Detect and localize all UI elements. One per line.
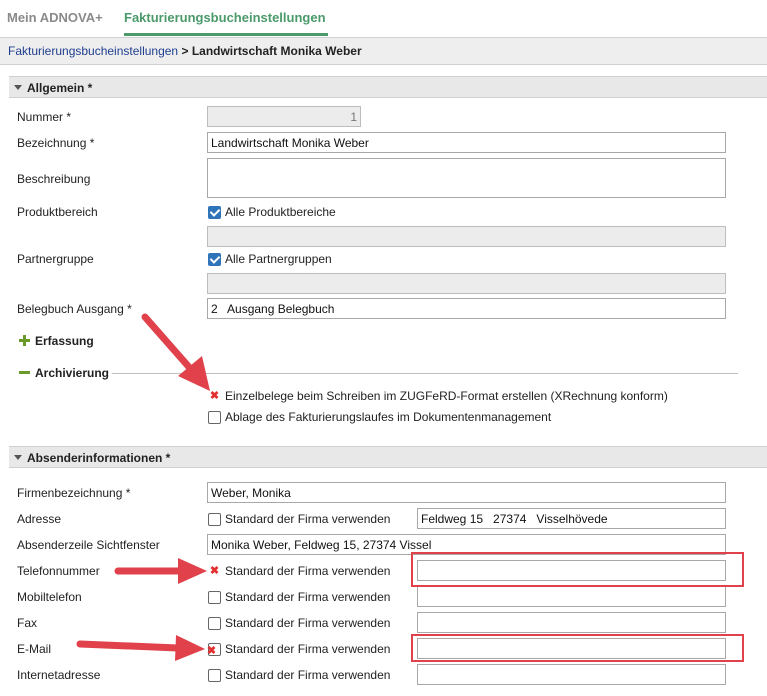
- zugferd-checkbox-error-icon[interactable]: ✖: [209, 390, 220, 402]
- adresse-label: Adresse: [17, 512, 62, 526]
- mobil-standard-label[interactable]: Standard der Firma verwenden: [225, 590, 391, 604]
- internet-label: Internetadresse: [17, 668, 101, 682]
- tab-fakturierungsbucheinstellungen[interactable]: Fakturierungsbucheinstellungen: [124, 10, 326, 25]
- bezeichnung-label: Bezeichnung *: [17, 136, 95, 150]
- internet-standard-label[interactable]: Standard der Firma verwenden: [225, 668, 391, 682]
- beschreibung-label: Beschreibung: [17, 172, 91, 186]
- nummer-label: Nummer *: [17, 110, 72, 124]
- mobil-label: Mobiltelefon: [17, 590, 82, 604]
- alle-partnergruppen-label[interactable]: Alle Partnergruppen: [225, 252, 332, 266]
- belegbuch-label: Belegbuch Ausgang *: [17, 302, 132, 316]
- adresse-standard-label[interactable]: Standard der Firma verwenden: [225, 512, 391, 526]
- dokumentenmanagement-label[interactable]: Ablage des Fakturierungslaufes im Dokumentenmanagement: [225, 410, 552, 424]
- firmenbezeichnung-label: Firmenbezeichnung *: [17, 486, 131, 500]
- telefon-standard-label[interactable]: Standard der Firma verwenden: [225, 564, 391, 578]
- telefon-label: Telefonnummer: [17, 564, 100, 578]
- section-title: Allgemein *: [27, 81, 93, 95]
- erfassung-toggle[interactable]: Erfassung: [35, 334, 94, 348]
- archivierung-toggle[interactable]: Archivierung: [35, 366, 110, 380]
- email-checkbox-error-icon: ✖: [206, 645, 217, 657]
- tab-mein-adnova[interactable]: Mein ADNOVA+: [7, 10, 103, 25]
- breadcrumb-separator: >: [181, 44, 189, 58]
- email-label: E-Mail: [17, 642, 52, 656]
- partnergruppe-label: Partnergruppe: [17, 252, 94, 266]
- breadcrumb-link[interactable]: Fakturierungsbucheinstellungen: [8, 44, 179, 58]
- fax-label: Fax: [17, 616, 38, 630]
- alle-produktbereiche-label[interactable]: Alle Produktbereiche: [225, 205, 336, 219]
- produktbereich-label: Produktbereich: [17, 205, 98, 219]
- email-standard-label[interactable]: Standard der Firma verwenden: [225, 642, 391, 656]
- breadcrumb-current: Landwirtschaft Monika Weber: [191, 44, 362, 58]
- telefon-checkbox-error-icon[interactable]: ✖: [209, 565, 220, 577]
- absenderzeile-label: Absenderzeile Sichtfenster: [17, 538, 160, 552]
- fax-standard-label[interactable]: Standard der Firma verwenden: [225, 616, 391, 630]
- section-title: Absenderinformationen *: [27, 451, 171, 465]
- zugferd-option-label[interactable]: Einzelbelege beim Schreiben im ZUGFeRD-Format erstellen (XRechnung konform): [225, 389, 668, 403]
